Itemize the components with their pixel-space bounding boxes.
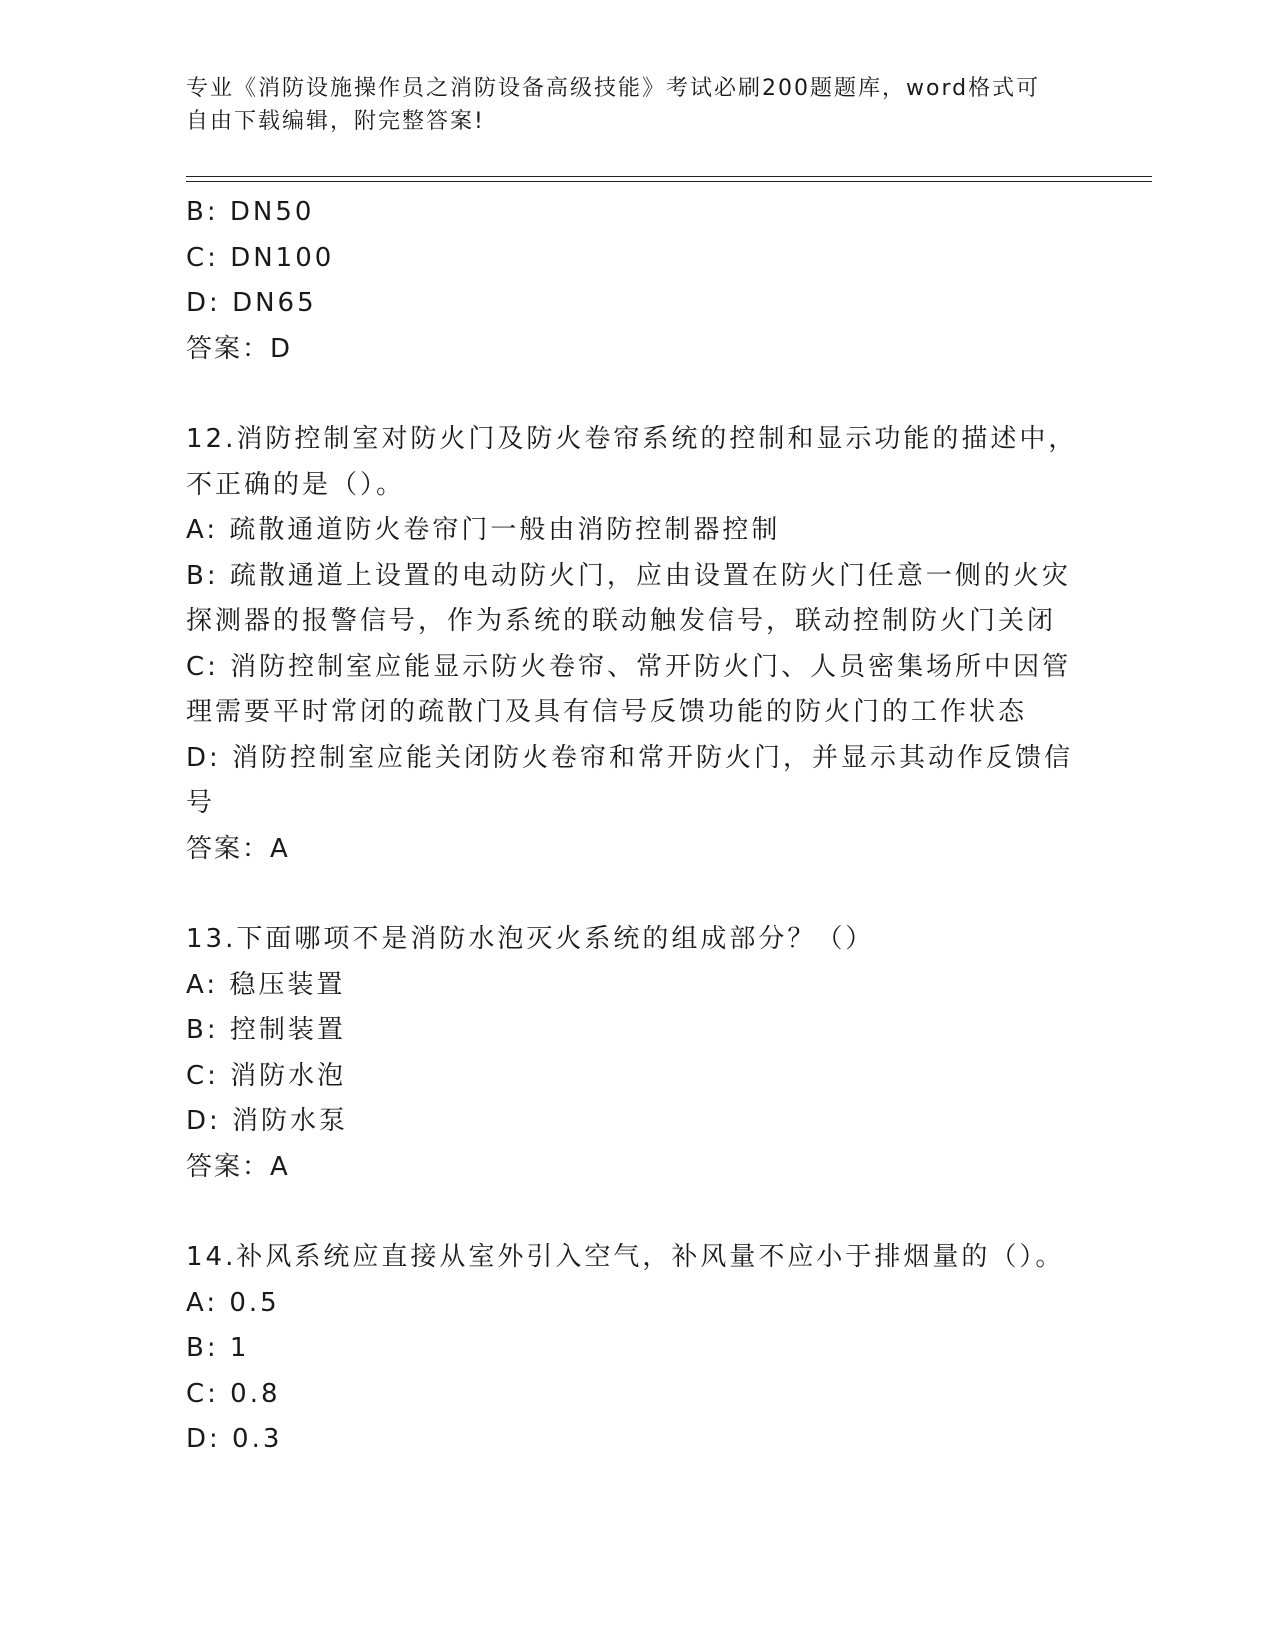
- option-d: D: 消防控制室应能关闭防火卷帘和常开防火门，并显示其动作反馈信: [186, 742, 1074, 773]
- option-d: D: DN65: [186, 288, 317, 318]
- question-stem: 14.补风系统应直接从室外引入空气，补风量不应小于排烟量的（）。: [186, 1242, 1065, 1272]
- answer-line: 答案：D: [186, 333, 293, 364]
- option-a: A: 0.5: [186, 1287, 280, 1318]
- header-divider-bottom: [186, 181, 1152, 182]
- option-d: D: 消防水泵: [186, 1106, 349, 1136]
- option-b: B: 疏散通道上设置的电动防火门，应由设置在防火门任意一侧的火灾: [186, 560, 1071, 591]
- answer-line: 答案：A: [186, 1151, 290, 1182]
- question-stem: 12.消防控制室对防火门及防火卷帘系统的控制和显示功能的描述中，: [186, 424, 1078, 454]
- header-line-2: 自由下载编辑，附完整答案!: [186, 109, 485, 134]
- question-list: [186, 190, 1086, 1463]
- option-b: B: DN50: [186, 197, 315, 227]
- option-d-cont: 号: [186, 788, 216, 818]
- option-a: A: 疏散通道防火卷帘门一般由消防控制器控制: [186, 515, 781, 545]
- header-line-1: 专业《消防设施操作员之消防设备高级技能》考试必刷200题题库，word格式可: [186, 76, 1041, 101]
- question-11-tail: [186, 190, 1086, 372]
- question-stem: 13.下面哪项不是消防水泡灭火系统的组成部分？（）: [186, 924, 875, 954]
- option-c: C: 消防水泡: [186, 1060, 347, 1091]
- question-stem: 不正确的是（）。: [186, 469, 406, 500]
- option-c: C: DN100: [186, 242, 335, 273]
- document-header: [186, 72, 1066, 138]
- option-c: C: 0.8: [186, 1378, 281, 1409]
- option-d: D: 0.3: [186, 1424, 283, 1454]
- answer-line: 答案：A: [186, 833, 290, 864]
- option-b: B: 1: [186, 1333, 250, 1363]
- question-13: [186, 917, 1086, 1190]
- question-12: [186, 417, 1086, 872]
- option-a: A: 稳压装置: [186, 969, 346, 1000]
- option-c-cont: 理需要平时常闭的疏散门及具有信号反馈功能的防火门的工作状态: [186, 697, 1028, 727]
- header-divider-top: [186, 176, 1152, 177]
- option-b-cont: 探测器的报警信号，作为系统的联动触发信号，联动控制防火门关闭: [186, 606, 1057, 636]
- option-b: B: 控制装置: [186, 1015, 346, 1045]
- question-14: [186, 1235, 1086, 1463]
- option-c: C: 消防控制室应能显示防火卷帘、常开防火门、人员密集场所中因管: [186, 651, 1072, 682]
